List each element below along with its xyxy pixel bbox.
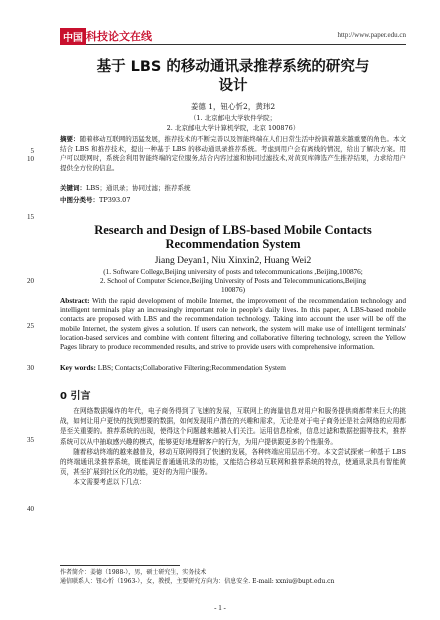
classification-label: 中图分类号： <box>60 196 99 204</box>
site-logo-badge: 中国 <box>60 28 86 45</box>
affiliation-line: (1. Software College,Beijing university of posts and telecommunications ,Beijing,100876; <box>103 268 363 276</box>
footnote-contact: 通信联系人：钮心忻（1963-），女，教授，主要研究方向为：信息安全. E-mail: xxniu@bupt.edu.cn <box>60 578 335 585</box>
line-number: 25 <box>27 322 34 330</box>
paragraph: 在网络数据爆炸的年代，电子商务得到了飞速的发展，互联网上的海量信息对用户和服务提供商都带来巨大的挑战，如何让用户更快的找到想要的数据，如何发现用户潜在的兴趣和需求，无论是对于电子商务还是社会网络的应用都是至关重要的。推荐系统的出现，使得这个问题越来越被人们关注。运用信息检索，信息过滤和数据挖掘等技术，推荐系统可以从中抽取感兴趣的模式，能够更好地理解客户的行为，为用户提供跟更多的个性服务。 <box>60 407 406 446</box>
abstract-label: Abstract: <box>60 296 90 305</box>
paragraph: 随着移动终端的越来越普及，移动互联网得到了快速的发展，各种终端应用层出不穷。本文尝试探索一种基于 LBS 的终端通讯录推荐系统，既能满足普通通讯录的功能，又能结合移动互联网和推荐系统的特点，使通讯录具有智能黄页，甚至扩展到社区化的功能，更好的为用户服务。 <box>60 447 406 477</box>
abstract-label: 摘要： <box>60 135 80 143</box>
classification-number <box>60 195 406 204</box>
affiliation-line: 100876) <box>221 286 245 294</box>
keywords-english <box>60 363 406 372</box>
title-chinese-line: 基于 LBS 的移动通讯录推荐系统的研究与 <box>96 59 370 75</box>
affiliation-line: 2. School of Computer Science,Beijing University of Posts and Telecommunications,Beijing <box>99 277 367 285</box>
affiliation-chinese <box>60 113 406 133</box>
abstract-text: With the rapid development of mobile Internet, the improvement of the recommendation technology and intelligent terminals play an increasingly important role in people's daily lives. In this paper, A LBS-based mobile contacts are proposed with LBS and the recommendation technology. Taking into account the user will be off the mobile Internet, the system gives a solution. If users can network, the system will make use of intelligent terminals' location-based services and combine with content filtering and collaborative filtering technology, screen the Yellow Pages library to produce recommended results, and strive to provide users with comprehensive information. <box>60 296 406 352</box>
title-english <box>60 223 406 251</box>
footnote-divider <box>60 565 180 566</box>
abstract-text: 随着移动互联网的迅猛发展，推荐技术的不断完善以及智能终端在人们日常生活中扮演着越来越重要的角色。本文结合 LBS 和推荐技术，提出一种基于 LBS 的移动通讯录推荐系统。考虑到用户会有离线的情况，给出了解决方案。用户可以联网时，系统会利用智能终端的定位服务,结合内容过滤和协同过滤技术,对黄页库筛选产生推荐结果，力求给用户提供全方位的信息。 <box>60 135 407 172</box>
keywords-text: LBS; Contacts;Collaborative Filtering;Recommendation System <box>97 363 286 372</box>
line-number: 30 <box>27 364 34 372</box>
page-header <box>60 28 406 45</box>
section-body <box>60 406 406 488</box>
keywords-label: 关键词： <box>60 184 86 192</box>
keywords-text: LBS；通讯录；协同过滤；推荐系统 <box>86 184 191 192</box>
title-english-line: Recommendation System <box>165 237 301 251</box>
line-number: 40 <box>27 505 34 513</box>
title-chinese-line: 设计 <box>218 78 248 94</box>
title-english-line: Research and Design of LBS-based Mobile Contacts <box>94 223 372 237</box>
footnote <box>60 568 406 586</box>
abstract-english <box>60 296 406 351</box>
authors-chinese: 姜德 1，钮心忻2，黄玮2 <box>190 102 276 111</box>
keywords-chinese <box>60 183 406 192</box>
site-logo-text: 科技论文在线 <box>86 30 152 43</box>
paragraph: 本文需要考虑以下几点： <box>73 478 146 487</box>
page-number: - 1 - <box>214 604 226 612</box>
authors-english: Jiang Deyan1, Niu Xinxin2, Huang Wei2 <box>154 256 312 266</box>
footnote-author-bio: 作者简介：姜德（1988-），男，硕士研究生，实务技术 <box>60 569 207 576</box>
affiliation-line: （1. 北京邮电大学软件学院； <box>189 114 277 122</box>
title-chinese <box>60 58 406 96</box>
affiliation-line: 2. 北京邮电大学计算机学院，北京 100876） <box>166 124 300 132</box>
line-number: 35 <box>27 436 34 444</box>
line-number: 20 <box>27 277 34 285</box>
abstract-chinese <box>60 135 406 173</box>
affiliation-english <box>60 268 406 295</box>
line-number: 10 <box>27 155 34 163</box>
classification-value: TP393.07 <box>99 196 131 204</box>
header-url[interactable]: http://www.paper.edu.cn <box>337 31 406 39</box>
line-number: 15 <box>27 213 34 221</box>
line-number: 5 <box>30 147 34 155</box>
keywords-label: Key words: <box>60 363 96 372</box>
section-heading: 0 引言 <box>60 391 91 402</box>
